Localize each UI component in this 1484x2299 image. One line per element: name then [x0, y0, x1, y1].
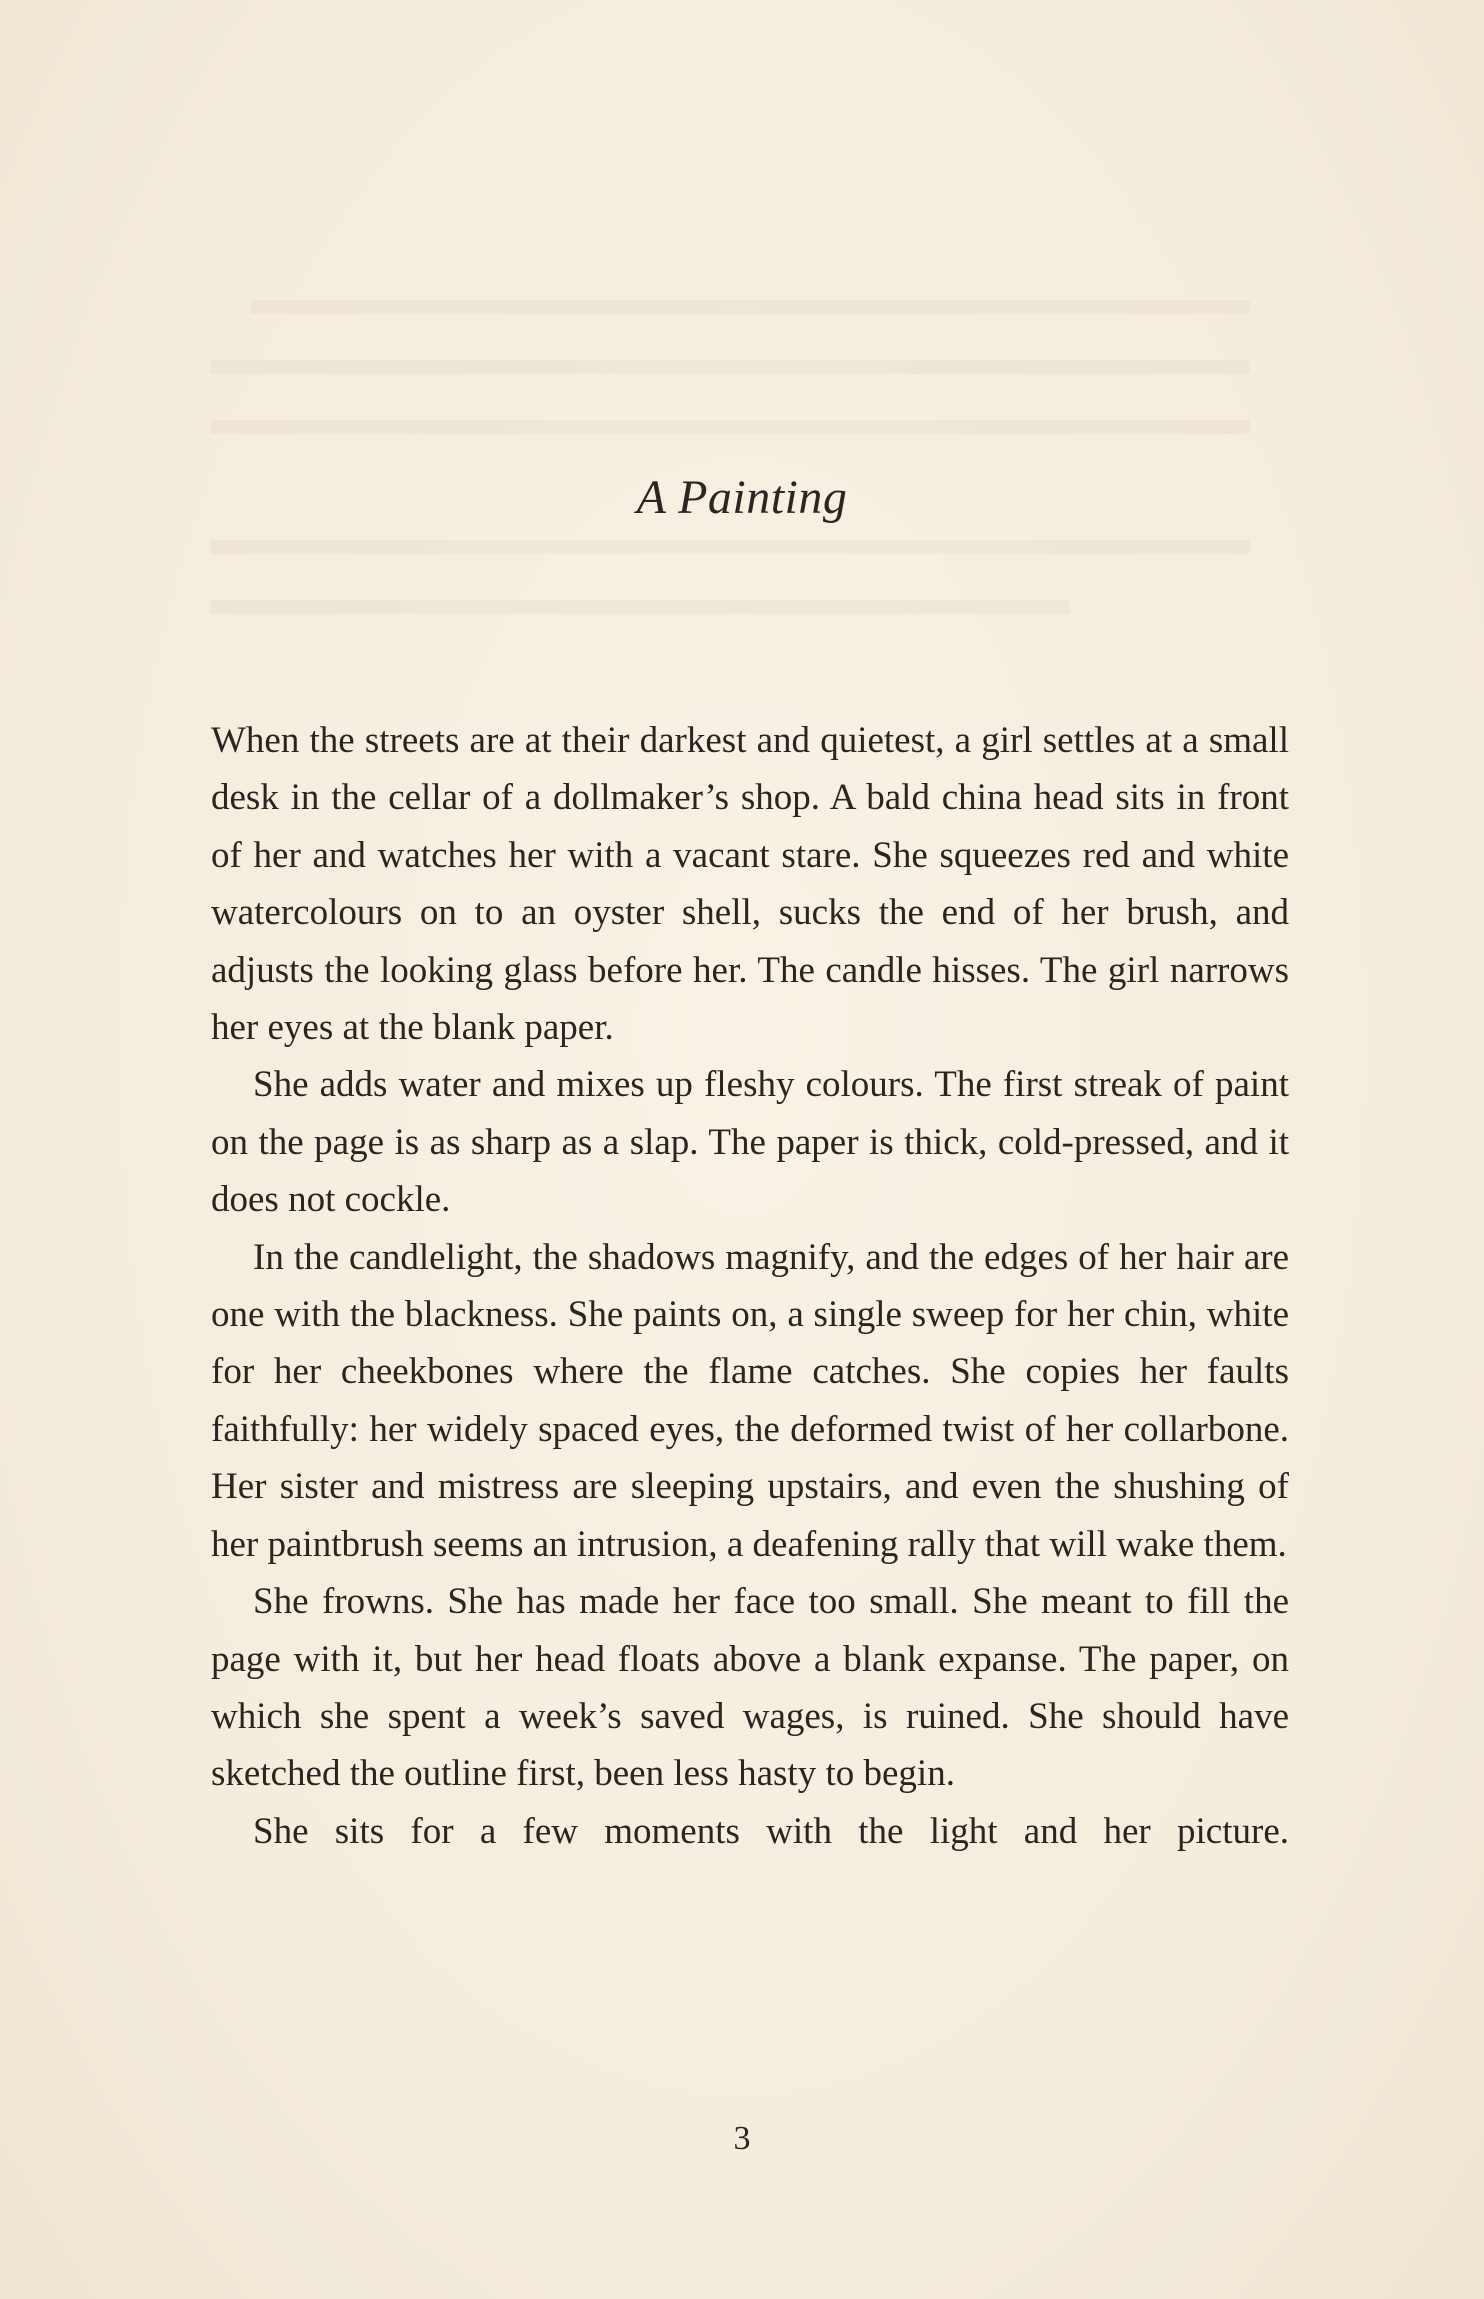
paragraph: In the candlelight, the shadows magnify, and the edges of her hair are one with the blackness. She paints on, a single sweep for her chin, white for her cheekbones where the flame catches. She copies her faults faithfully: her widely spaced eyes, the deformed twist of her collarbone. Her sister and mistress are sleeping upstairs, and even the shushing of her paintbrush seems an intrusion, a deafening rally that will wake them.: [211, 1236, 1289, 1565]
chapter-title: A Painting: [636, 471, 848, 524]
paragraph: When the streets are at their darkest and quietest, a girl settles at a small desk in the cellar of a dollmaker’s shop. A bald china head sits in front of her and watches her with a vacant stare. She squeezes red and white watercolours on to an oyster shell, sucks the end of her brush, and adjusts the looking glass before her. The candle hisses. The girl narrows her eyes at the blank paper.: [211, 720, 1289, 1049]
paragraph: She frowns. She has made her face too small. She meant to fill the page with it, but her head floats above a blank expanse. The paper, on which she spent a week’s saved wages, is ruined. She should have sketched the outline first, been less hasty to begin.: [211, 1581, 1289, 1795]
paragraph: She sits for a few moments with the light and her picture.: [253, 1810, 1289, 1852]
show-through-mark: [210, 360, 1250, 374]
paragraph: She adds water and mixes up fleshy colours. The first streak of paint on the page is as sharp as a slap. The paper is thick, cold-pressed, and it does not cockle.: [211, 1064, 1289, 1221]
body-text: [211, 712, 1289, 1860]
show-through-mark: [250, 300, 1250, 314]
show-through-mark: [210, 600, 1070, 614]
show-through-mark: [210, 420, 1250, 434]
page-number: 3: [733, 2120, 751, 2157]
show-through-mark: [210, 540, 1250, 554]
